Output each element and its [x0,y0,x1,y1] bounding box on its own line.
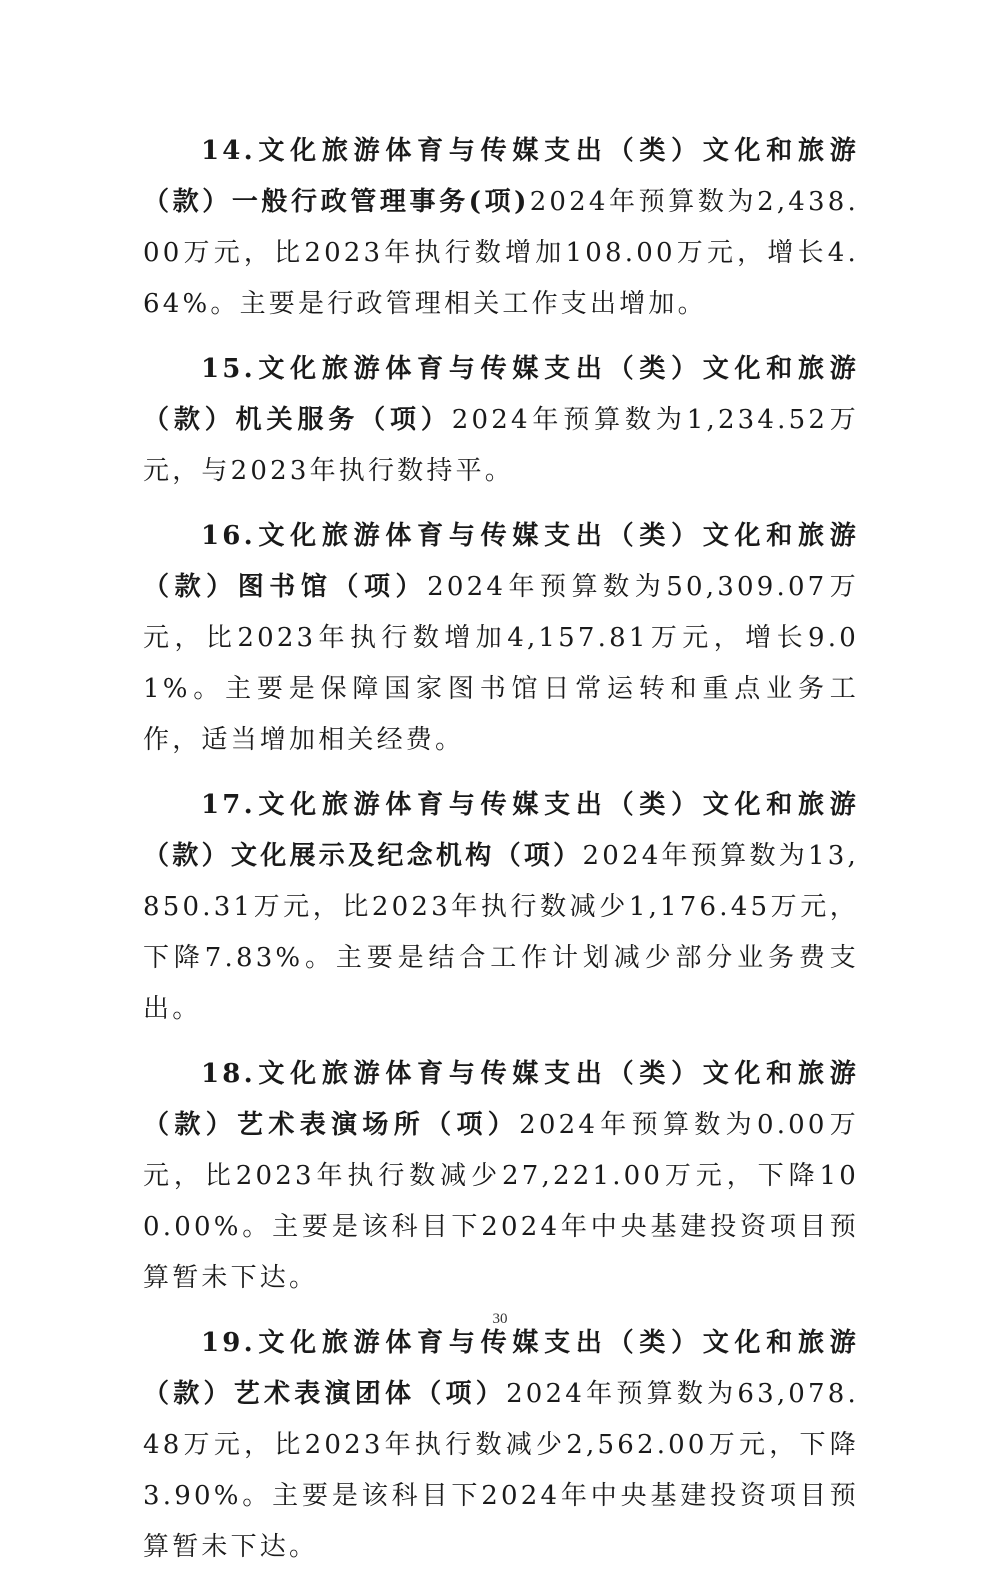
item-body: 2024年预算数为2,438.00万元，比2023年执行数增加108.00万元，增长4.64%。主要是行政管理相关工作支出增加。 [143,187,859,319]
paragraph-item-18 [143,1049,859,1304]
paragraph-item-17 [143,780,859,1035]
paragraph-item-19 [143,1318,859,1573]
item-body: 2024年预算数为1,234.52万元，与2023年执行数持平。 [143,405,859,486]
item-heading: 16.文化旅游体育与传媒支出（类）文化和旅游（款）图书馆（项） [143,521,859,602]
item-heading: 15.文化旅游体育与传媒支出（类）文化和旅游（款）机关服务（项） [143,354,859,435]
item-heading: 18.文化旅游体育与传媒支出（类）文化和旅游（款）艺术表演场所（项） [143,1059,859,1140]
item-heading: 14.文化旅游体育与传媒支出（类）文化和旅游（款）一般行政管理事务(项) [143,136,859,217]
page-number: 30 [492,1311,508,1327]
item-heading: 19.文化旅游体育与传媒支出（类）文化和旅游（款）艺术表演团体（项） [143,1328,859,1409]
paragraph-item-14 [143,126,859,330]
item-heading: 17.文化旅游体育与传媒支出（类）文化和旅游（款）文化展示及纪念机构（项） [143,790,859,871]
item-body: 2024年预算数为0.00万元，比2023年执行数减少27,221.00万元，下降100.00%。主要是该科目下2024年中央基建投资项目预算暂未下达。 [143,1110,860,1293]
paragraph-item-15 [143,344,859,497]
paragraph-item-16 [143,511,859,766]
document-page [143,126,859,1587]
item-body: 2024年预算数为13,850.31万元，比2023年执行数减少1,176.45万元，下降7.83%。主要是结合工作计划减少部分业务费支出。 [143,841,859,1024]
item-body: 2024年预算数为63,078.48万元，比2023年执行数减少2,562.00万元，下降3.90%。主要是该科目下2024年中央基建投资项目预算暂未下达。 [143,1379,859,1562]
item-body: 2024年预算数为50,309.07万元，比2023年执行数增加4,157.81万元，增长9.01%。主要是保障国家图书馆日常运转和重点业务工作，适当增加相关经费。 [143,572,859,755]
